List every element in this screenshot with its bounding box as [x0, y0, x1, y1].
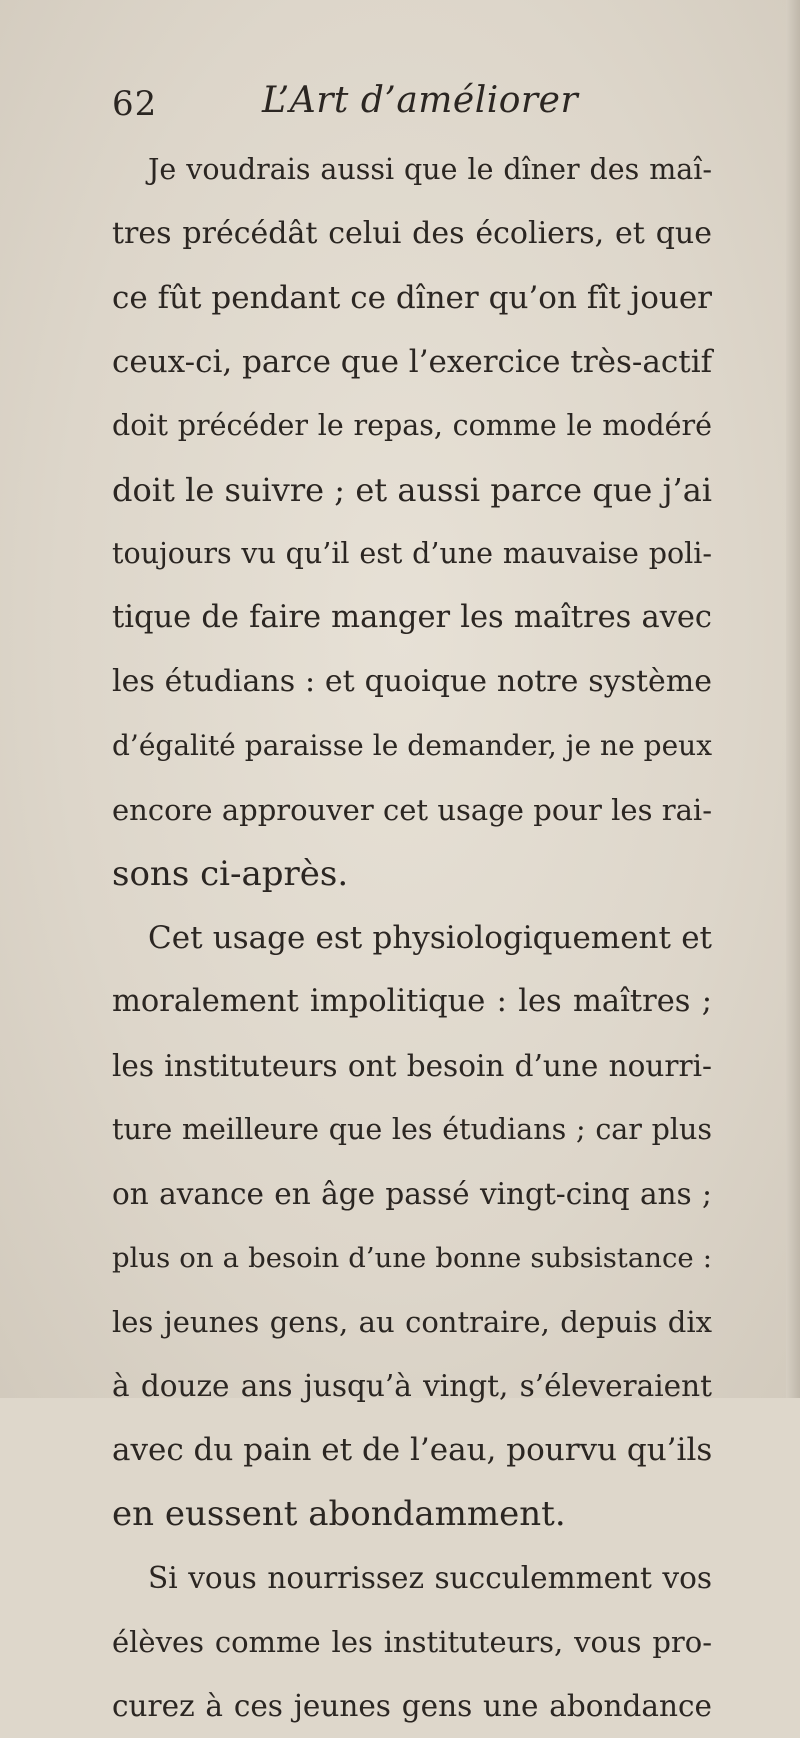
text-line: ceux-ci, parce que l’exercice très-actif: [112, 344, 713, 380]
text-line: sons ci-après.: [112, 854, 349, 894]
body-text: [112, 138, 712, 1738]
text-line: toujours vu qu’il est d’une mauvaise poli-: [112, 537, 712, 570]
text-line: ce fût pendant ce dîner qu’on fît jouer: [112, 280, 712, 316]
text-line: les instituteurs ont besoin d’une nourri-: [112, 1049, 712, 1083]
text-line: élèves comme les instituteurs, vous pro-: [112, 1625, 712, 1659]
text-line: ture meilleure que les étudians ; car plus: [112, 1113, 712, 1146]
page-number: 62: [112, 84, 158, 124]
text-line: avec du pain et de l’eau, pourvu qu’ils: [112, 1432, 713, 1468]
text-line: Je voudrais aussi que le dîner des maî-: [148, 153, 712, 186]
text-line: doit précéder le repas, comme le modéré: [112, 409, 712, 442]
text-line: curez à ces jeunes gens une abondance: [112, 1689, 712, 1723]
text-line: on avance en âge passé vingt-cinq ans ;: [112, 1177, 712, 1211]
text-line: d’égalité paraisse le demander, je ne peux: [112, 729, 712, 762]
text-line: plus on a besoin d’une bonne subsistance :: [112, 1242, 712, 1274]
text-line: les étudians : et quoique notre système: [112, 664, 712, 699]
text-line: doit le suivre ; et aussi parce que j’ai: [112, 471, 712, 509]
text-line: tique de faire manger les maîtres avec: [112, 600, 712, 635]
text-line: Si vous nourrissez succulemment vos: [148, 1561, 712, 1595]
text-line: les jeunes gens, au contraire, depuis dix: [112, 1305, 712, 1339]
running-title: L’Art d’améliorer: [262, 80, 579, 121]
text-line: en eussent abondamment.: [112, 1494, 566, 1534]
text-line: à douze ans jusqu’à vingt, s’éleveraient: [112, 1369, 712, 1403]
text-line: tres précédât celui des écoliers, et que: [112, 216, 712, 251]
page-edge-shadow: [786, 0, 800, 1398]
text-line: moralement impolitique : les maîtres ;: [112, 984, 712, 1019]
text-line: encore approuver cet usage pour les rai-: [112, 793, 712, 827]
page-header: [112, 76, 712, 136]
text-line: Cet usage est physiologiquement et: [148, 920, 712, 956]
